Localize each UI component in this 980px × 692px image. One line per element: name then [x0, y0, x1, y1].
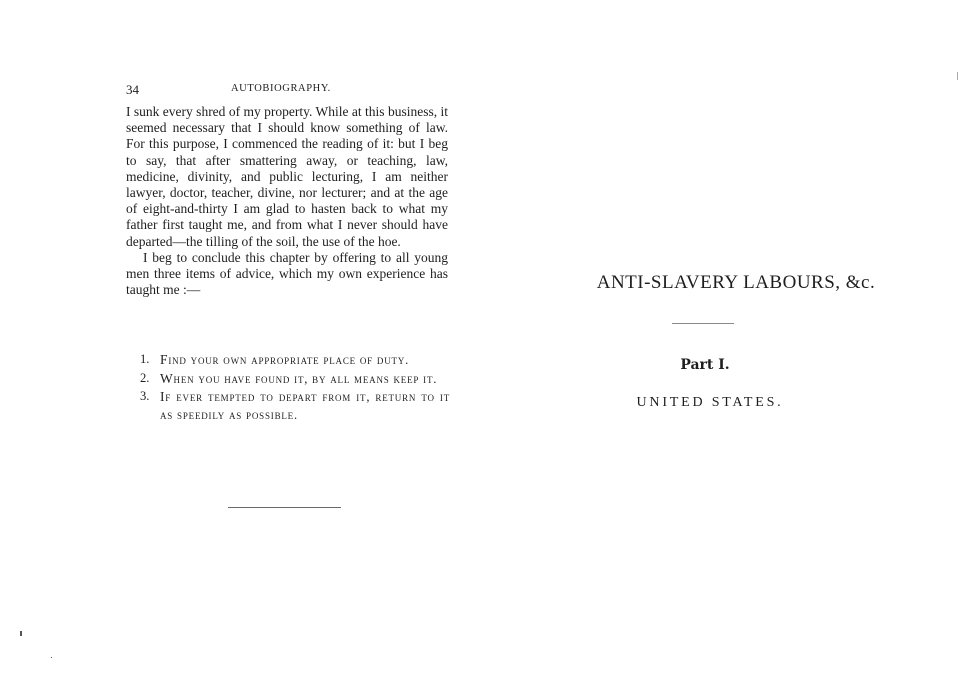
- advice-item: [140, 351, 450, 370]
- right-page: [490, 0, 980, 692]
- paragraph-2: I beg to conclude this chapter by offering to all young men three items of advice, which my own experience has taught me :—: [126, 249, 448, 298]
- title-rule: [672, 323, 734, 324]
- advice-text: f ever tempted to depart from it, return to it as speedily as possible.: [160, 390, 450, 422]
- running-title: AUTOBIOGRAPHY.: [231, 83, 331, 94]
- advice-number: 2.: [140, 370, 150, 385]
- advice-number: 1.: [140, 352, 150, 366]
- paragraph-1: I sunk every shred of my property. While at this business, it seemed necessary that I should know something of law. For this purpose, I commenced the reading of it: but I beg to say, that after smattering away, or teaching, law, medicine, divinity, and public lecturing, I am neither lawyer, doctor, teacher, divine, nor lecturer; and at the age of eight-and-thirty I am glad to hasten back to what my father first taught me, and from what I never should have departed—the tilling of the soil, the use of the hoe.: [126, 104, 448, 249]
- advice-item: [140, 370, 450, 389]
- print-speck: [51, 657, 52, 658]
- advice-text: hen you have found it, by all means keep it.: [173, 371, 438, 386]
- advice-text: ind your own appropriate place of duty.: [168, 353, 410, 367]
- running-head: [126, 82, 448, 98]
- advice-list: [140, 351, 450, 424]
- body-text: [126, 104, 448, 298]
- section-title: ANTI-SLAVERY LABOURS, &c.: [596, 272, 876, 293]
- advice-number: 3.: [140, 389, 150, 404]
- chapter-end-rule: [228, 507, 341, 508]
- advice-initial: W: [160, 370, 174, 386]
- advice-initial: F: [160, 352, 169, 367]
- page-number: 34: [126, 82, 139, 97]
- advice-item: [140, 388, 450, 424]
- print-speck: [957, 72, 958, 80]
- advice-initial: I: [160, 389, 166, 405]
- print-speck: [20, 631, 22, 636]
- part-heading: Part I.: [680, 357, 730, 373]
- section-subtitle: UNITED STATES.: [636, 395, 784, 410]
